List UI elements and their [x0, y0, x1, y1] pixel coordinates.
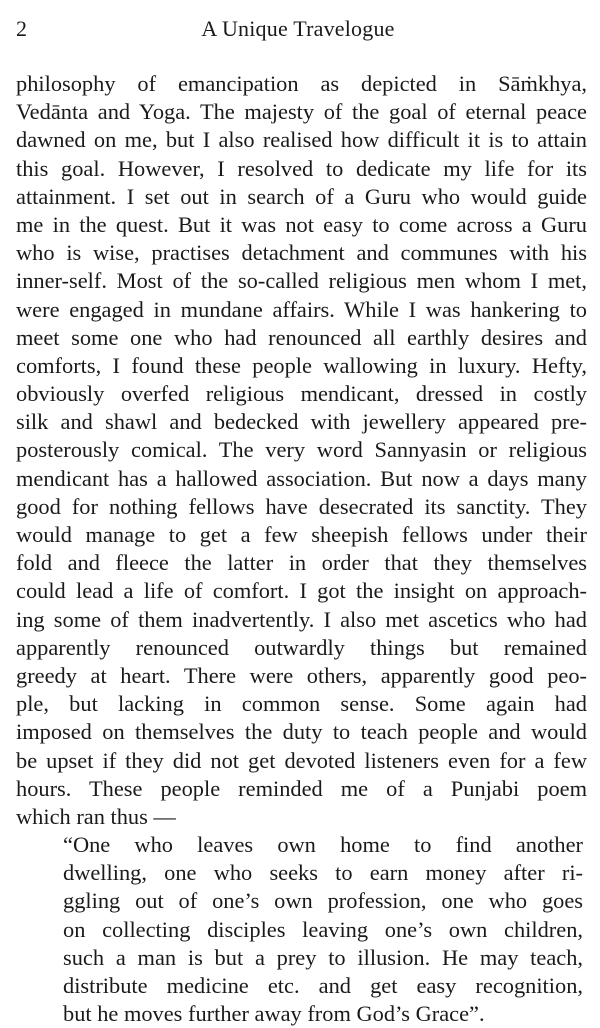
quote-line: “One who leaves own home to find another — [63, 832, 583, 858]
paragraph-line: this goal. However, I resolved to dedicate my life for its — [16, 155, 587, 181]
paragraph-line: be upset if they did not get devoted listeners even for a few — [16, 747, 587, 773]
paragraph-line: would manage to get a few sheepish fellows under their — [16, 522, 587, 547]
paragraph-line: dawned on me, but I also realised how difficult it is to attain — [16, 127, 587, 153]
paragraph-line: good for nothing fellows have desecrated its sanctity. They — [16, 493, 587, 519]
paragraph-line: attainment. I set out in search of a Guru who would guide — [16, 183, 587, 209]
paragraph-line: comforts, I found these people wallowing in luxury. Hefty, — [16, 352, 587, 378]
paragraph-line: hours. These people reminded me of a Punjabi poem — [16, 775, 587, 801]
paragraph-line: obviously overfed religious mendicant, dressed in costly — [16, 381, 587, 407]
paragraph-line: philosophy of emancipation as depicted in Sāṁkhya, — [16, 71, 587, 96]
paragraph-line: which ran thus — — [16, 803, 176, 829]
page-number: 2 — [16, 16, 27, 41]
quote-line: distribute medicine etc. and get easy recognition, — [63, 973, 583, 998]
running-title: A Unique Travelogue — [201, 16, 395, 41]
paragraph-line: greedy at heart. There were others, apparently good peo- — [16, 662, 587, 688]
paragraph-line: apparently renounced outwardly things but remained — [16, 634, 587, 660]
paragraph-line: were engaged in mundane affairs. While I was hankering to — [16, 296, 587, 322]
poem-quote — [16, 831, 587, 1028]
quote-line: on collecting disciples leaving one’s own children, — [63, 916, 583, 942]
paragraph-line: ing some of them inadvertently. I also met ascetics who had — [16, 606, 587, 632]
main-paragraph — [16, 70, 587, 831]
paragraph-line: inner-self. Most of the so-called religious men whom I met, — [16, 268, 587, 294]
paragraph-line: could lead a life of comfort. I got the insight on approach- — [16, 578, 587, 604]
quote-line: dwelling, one who seeks to earn money after ri- — [63, 860, 583, 886]
body-text — [16, 70, 587, 1028]
paragraph-line: ple, but lacking in common sense. Some again had — [16, 691, 587, 717]
quote-line: but he moves further away from God’s Grace”. — [63, 1001, 485, 1027]
quote-line: such a man is but a prey to illusion. He may teach, — [63, 944, 583, 970]
paragraph-line: silk and shawl and bedecked with jewellery appeared pre- — [16, 409, 587, 435]
paragraph-line: mendicant has a hallowed association. But now a days many — [16, 465, 587, 491]
paragraph-line: who is wise, practises detachment and communes with his — [16, 240, 587, 266]
paragraph-line: posterously comical. The very word Sannyasin or religious — [16, 437, 587, 463]
paragraph-line: imposed on themselves the duty to teach people and would — [16, 719, 587, 745]
paragraph-line: Vedānta and Yoga. The majesty of the goal of eternal peace — [16, 99, 587, 125]
quote-line: ggling out of one’s own profession, one who goes — [63, 888, 583, 914]
paragraph-line: me in the quest. But it was not easy to come across a Guru — [16, 211, 587, 237]
paragraph-line: meet some one who had renounced all earthly desires and — [16, 324, 587, 350]
paragraph-line: fold and fleece the latter in order that they themselves — [16, 550, 587, 576]
page-header — [16, 14, 580, 44]
